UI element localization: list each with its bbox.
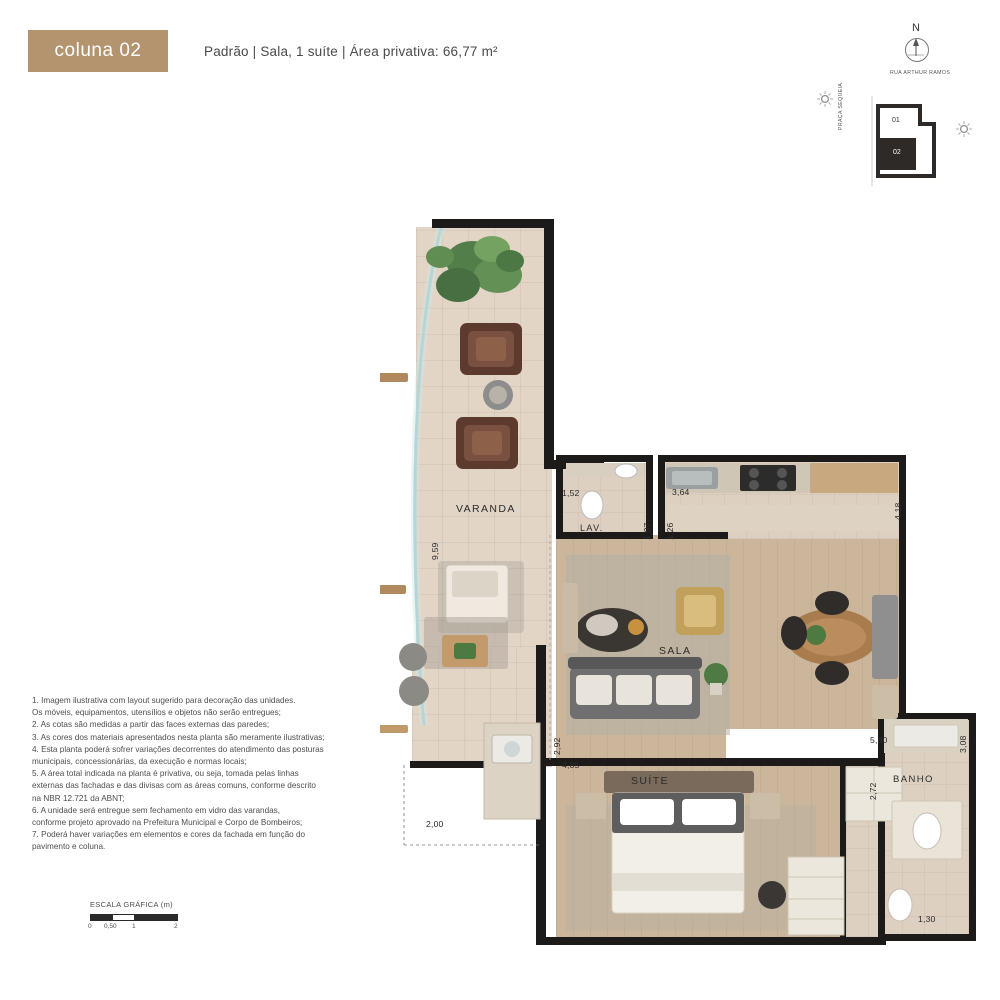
graphic-scale <box>90 900 220 933</box>
room-label-sala: SALA <box>659 645 692 657</box>
dimension-152: 1,52 <box>562 488 580 498</box>
note-line: 4. Esta planta poderá sofrer variações decorrentes do atendimento das posturas <box>32 744 324 754</box>
dimension-292: 2,92 <box>552 737 562 755</box>
sun-icon-east <box>955 120 971 136</box>
scale-bar <box>90 914 178 921</box>
street-label-left: PRAÇA SEQUEIA <box>838 82 844 130</box>
room-label-varanda: VARANDA <box>456 503 516 515</box>
legal-notes <box>32 695 372 854</box>
dimension-130: 1,30 <box>918 914 936 924</box>
note-line: externas das fachadas e das divisas com as áreas comuns, conforme descrito <box>32 781 316 791</box>
floor-plan <box>380 205 980 965</box>
site-key-diagram <box>864 86 944 186</box>
note-line: municipais, concessionárias, da execução e normas locais; <box>32 757 247 767</box>
dimension-126: 1,26 <box>665 522 675 540</box>
note-line: na NBR 12.721 da ABNT; <box>32 793 125 803</box>
note-line: 5. A área total indicada na planta é privativa, ou seja, tomada pelas linhas <box>32 769 299 779</box>
scale-tick: 0,50 <box>104 923 117 930</box>
dimension-364: 3,64 <box>672 487 690 497</box>
note-line: 6. A unidade será entregue sem fechamento em vidro das varandas, <box>32 805 281 815</box>
dimension-418: 4,18 <box>893 502 903 520</box>
page-subtitle: Padrão | Sala, 1 suíte | Área privativa: 66,77 m² <box>204 43 498 59</box>
orientation-key <box>800 22 985 197</box>
note-line: 3. As cores dos materiais apresentados nesta planta são meramente ilustrativas; <box>32 732 325 742</box>
sun-icon-west <box>816 90 832 106</box>
scale-tick: 2 <box>174 923 178 930</box>
note-line: pavimento e coluna. <box>32 842 106 852</box>
dimension-272: 2,72 <box>868 782 878 800</box>
scale-ticks <box>90 923 190 933</box>
dimension-485: 4,85 <box>562 760 580 770</box>
dimension-959: 9,59 <box>430 542 440 560</box>
room-label-lavabo: LAV. <box>580 523 604 533</box>
note-line: 2. As cotas são medidas a partir das faces externas das paredes; <box>32 720 270 730</box>
note-line: 1. Imagem ilustrativa com layout sugerido para decoração das unidades. <box>32 696 296 705</box>
projection-lines <box>380 205 980 965</box>
dimension-308: 3,08 <box>958 735 968 753</box>
scale-tick: 0 <box>88 923 92 930</box>
dimension-107: 1,07 <box>642 522 652 540</box>
dimension-580: 5,80 <box>870 735 888 745</box>
note-line: 7. Poderá haver variações em elementos e cores da fachada em função do <box>32 830 306 840</box>
note-line: conforme projeto aprovado na Prefeitura Municipal e Corpo de Bombeiros; <box>32 818 303 828</box>
key-unit-01-label: 01 <box>892 117 900 124</box>
north-letter: N <box>912 22 920 34</box>
page-header <box>28 30 498 72</box>
key-unit-02-label: 02 <box>893 149 901 156</box>
note-line: Os móveis, equipamentos, utensílios e objetos não serão entregues; <box>32 708 281 718</box>
dimension-200: 2,00 <box>426 819 444 829</box>
column-badge: coluna 02 <box>28 30 168 72</box>
room-label-banho: BANHO <box>893 774 934 785</box>
room-label-suite: SUÍTE <box>631 775 669 787</box>
scale-tick: 1 <box>132 923 136 930</box>
street-label-top: RUA ARTHUR RAMOS <box>890 70 951 76</box>
scale-title: ESCALA GRÁFICA (m) <box>90 900 173 909</box>
